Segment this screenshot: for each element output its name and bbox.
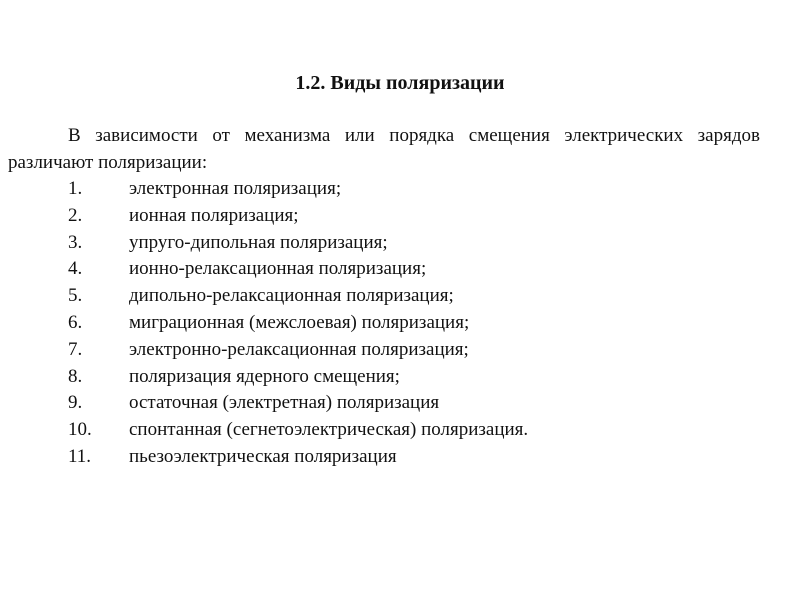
list-item-text: спонтанная (сегнетоэлектрическая) поляризация. xyxy=(129,419,529,441)
polarization-list xyxy=(0,176,800,471)
list-item-number: 6. xyxy=(68,311,83,333)
list-item xyxy=(0,283,800,310)
list-item-text: миграционная (межслоевая) поляризация; xyxy=(129,311,470,333)
list-item xyxy=(0,390,800,417)
list-item xyxy=(0,337,800,364)
intro-paragraph: В зависимости от механизма или порядка смещения электрических зарядов различают поляризации: xyxy=(8,125,760,173)
list-item xyxy=(0,230,800,257)
list-item xyxy=(0,203,800,230)
list-item-number: 9. xyxy=(68,392,83,414)
section-title: 1.2. Виды поляризации xyxy=(295,72,505,94)
list-item-number: 5. xyxy=(68,285,83,307)
list-item xyxy=(0,417,800,444)
list-item-number: 11. xyxy=(68,445,92,467)
list-item-number: 3. xyxy=(68,231,83,253)
list-item-number: 10. xyxy=(68,419,92,441)
list-item-text: пьезоэлектрическая поляризация xyxy=(129,445,397,467)
list-item-text: электронно-релаксационная поляризация; xyxy=(129,338,469,360)
list-item xyxy=(0,256,800,283)
list-item-number: 1. xyxy=(68,178,83,199)
list-item-text: электронная поляризация; xyxy=(129,178,342,199)
list-item-text: дипольно-релаксационная поляризация; xyxy=(129,285,454,307)
list-item-number: 4. xyxy=(68,258,83,280)
list-item-number: 7. xyxy=(68,338,83,360)
list-item-number: 8. xyxy=(68,365,83,387)
list-item-number: 2. xyxy=(68,204,83,226)
list-item-text: ионно-релаксационная поляризация; xyxy=(129,258,427,280)
list-item xyxy=(0,176,800,203)
list-item-text: ионная поляризация; xyxy=(129,204,299,226)
list-item xyxy=(0,364,800,391)
list-item xyxy=(0,310,800,337)
list-item-text: поляризация ядерного смещения; xyxy=(129,365,400,387)
list-item-text: остаточная (электретная) поляризация xyxy=(129,392,440,414)
list-item xyxy=(0,444,800,471)
list-item-text: упруго-дипольная поляризация; xyxy=(129,231,388,253)
